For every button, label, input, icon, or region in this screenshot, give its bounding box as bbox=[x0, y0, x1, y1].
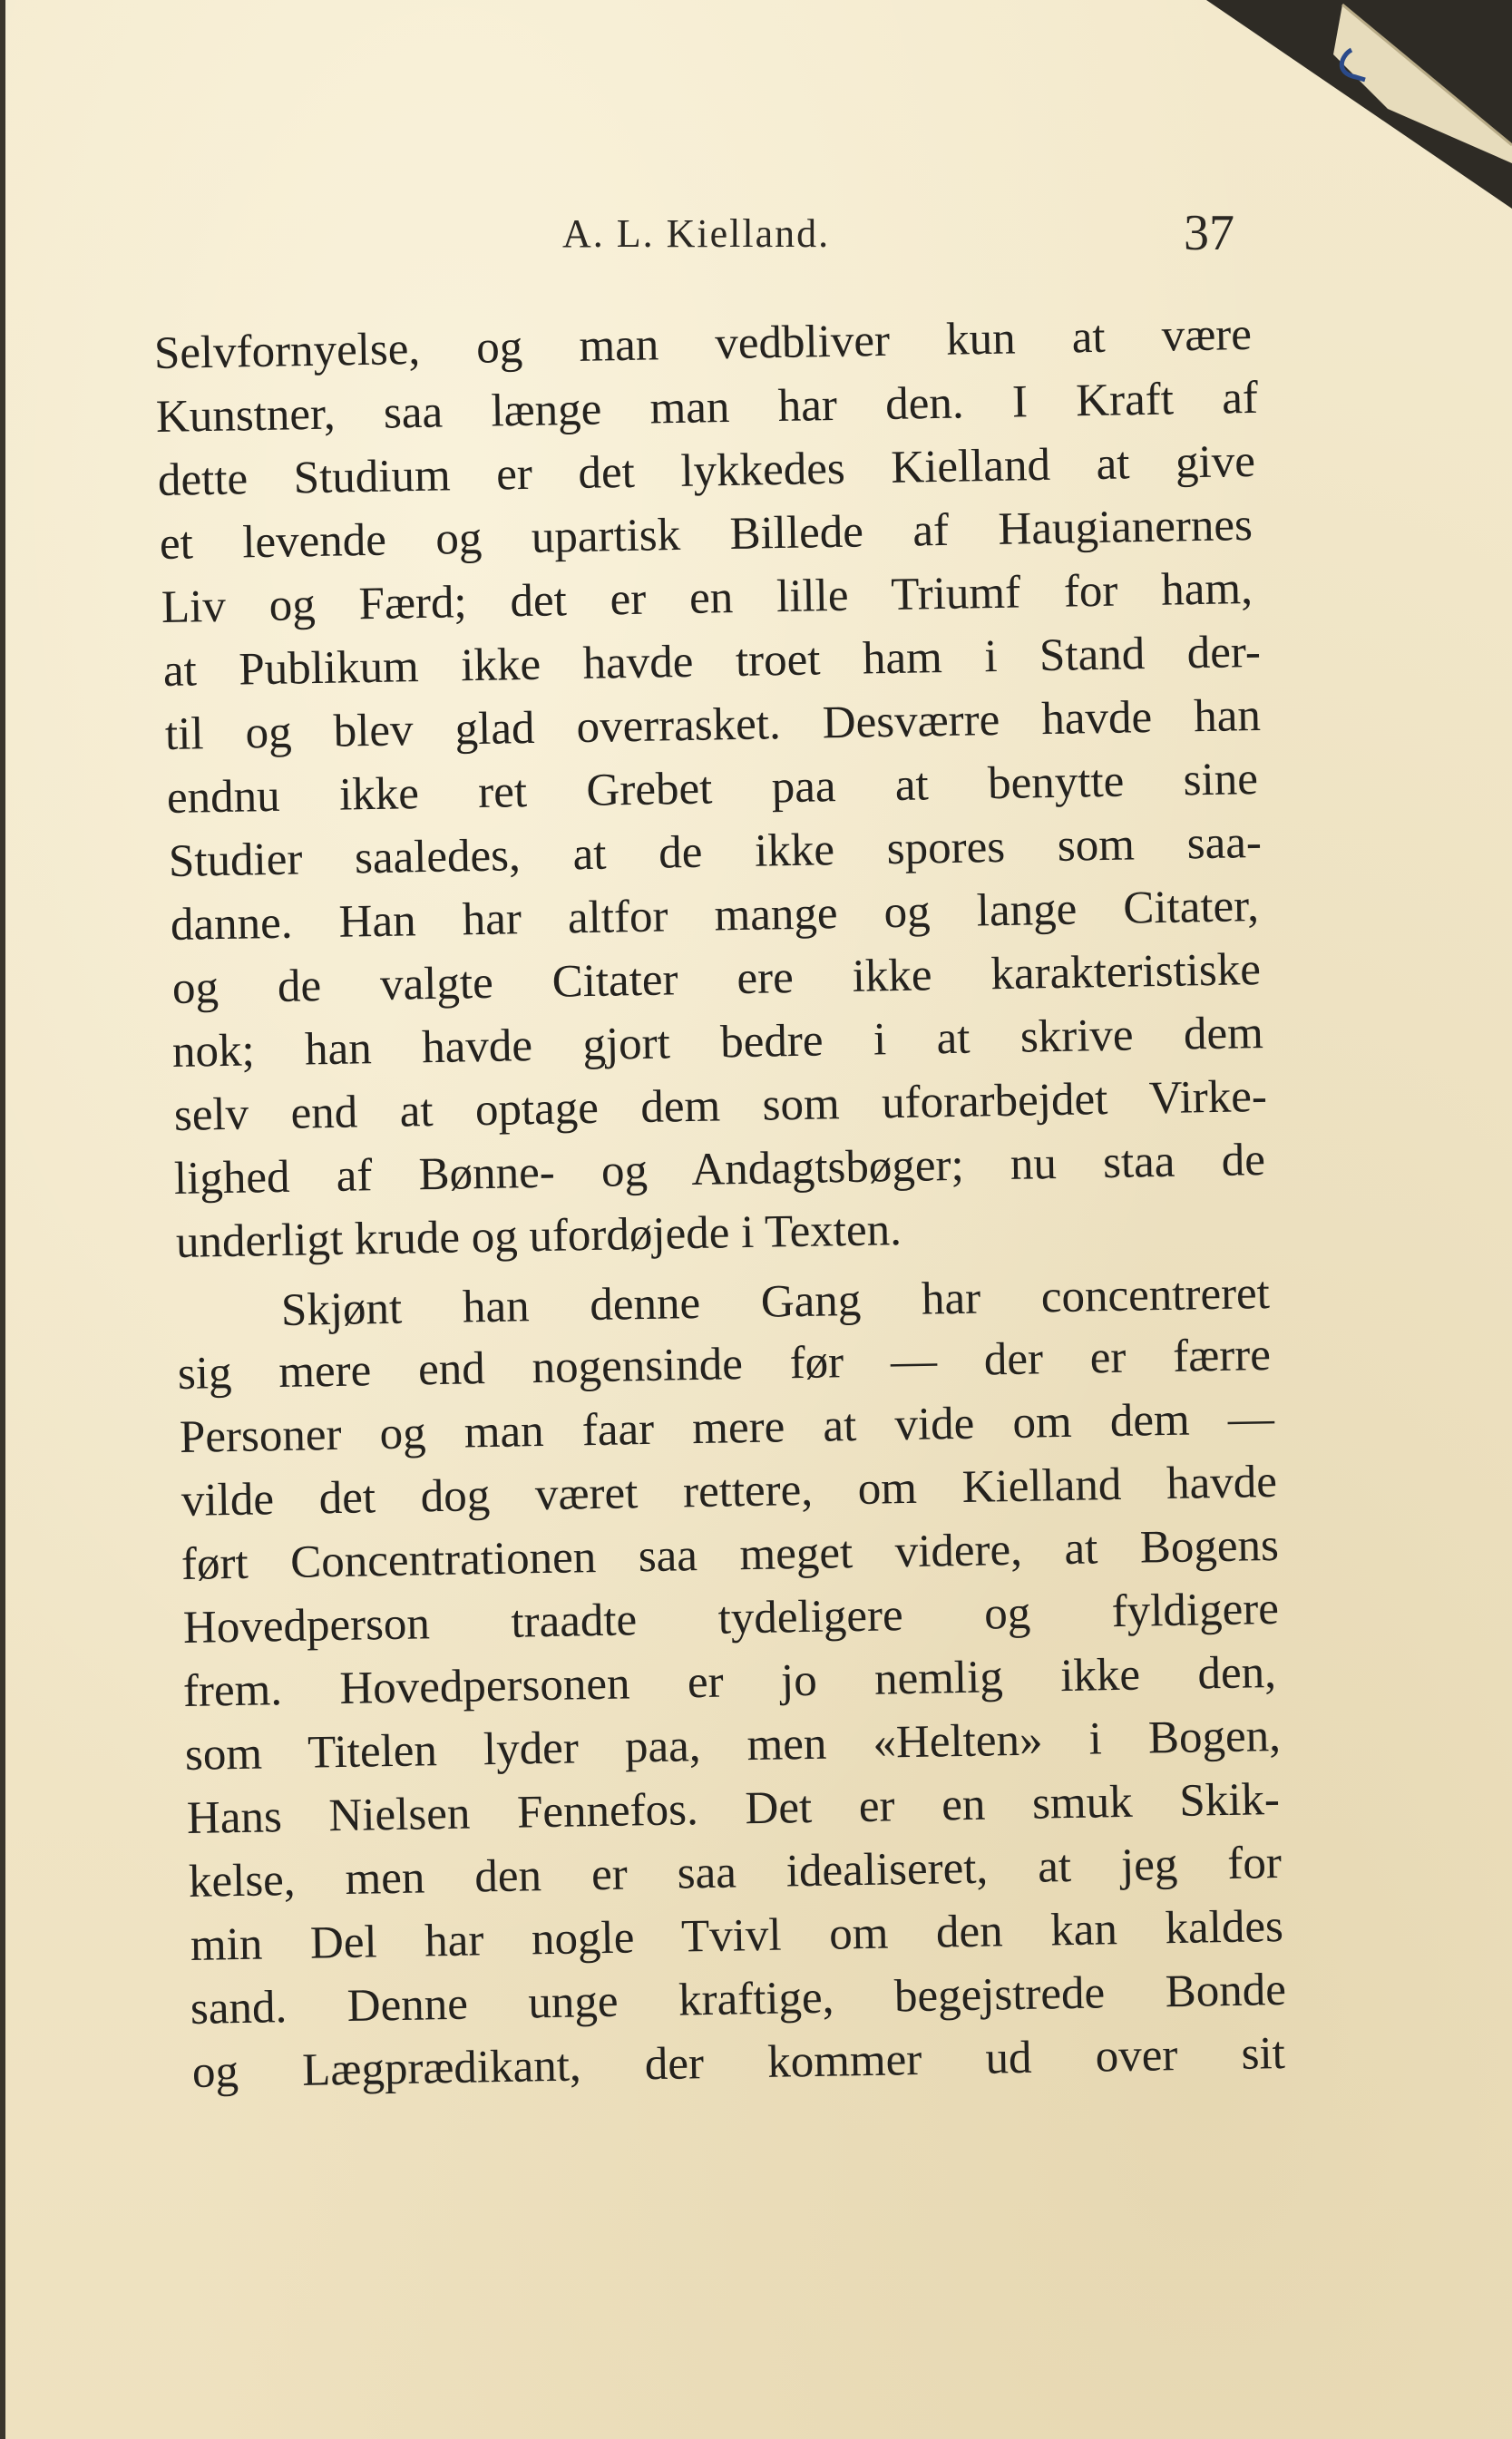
text-line: min Del har nogle Tvivl om den kan kaldes bbox=[190, 1900, 1284, 1971]
text-line: at Publikum ikke havde troet ham i Stand der- bbox=[162, 626, 1262, 697]
text-line: dette Studium er det lykkedes Kielland at give bbox=[157, 435, 1256, 506]
text-line: Hovedperson traadte tydeligere og fyldigere bbox=[182, 1583, 1280, 1654]
text-line: Selvfornyelse, og man vedbliver kun at være bbox=[153, 308, 1253, 379]
text-line: frem. Hovedpersonen er jo nemlig ikke den, bbox=[182, 1646, 1277, 1717]
text-line: danne. Han har altfor mange og lange Citater, bbox=[170, 881, 1260, 951]
text-line: endnu ikke ret Grebet paa at benytte sine bbox=[166, 754, 1259, 824]
text-line: og de valgte Citater ere ikke karakteristiske bbox=[171, 944, 1262, 1014]
text-line: vilde det dog været rettere, om Kielland havde bbox=[180, 1456, 1278, 1527]
text-line: Liv og Færd; det er en lille Triumf for ham, bbox=[161, 563, 1253, 633]
text-line: Skjønt han denne Gang har concentreret bbox=[280, 1267, 1271, 1336]
text-line: lighed af Bønne- og Andagtsbøger; nu staa de bbox=[173, 1135, 1266, 1205]
text-line: og Lægprædikant, der kommer ud over sit bbox=[191, 2027, 1286, 2098]
text-line: som Titelen lyder paa, men «Helten» i Bogen, bbox=[184, 1710, 1282, 1780]
text-line: til og blev glad overrasket. Desværre havde han bbox=[164, 689, 1262, 760]
text-line: underligt krude og ufordøjede i Texten. bbox=[175, 1205, 902, 1268]
text-line: et levende og upartisk Billede af Haugianernes bbox=[159, 499, 1253, 570]
text-line: sig mere end nogensinde før — der er færre bbox=[177, 1329, 1272, 1400]
text-line: selv end at optage dem som uforarbejdet Virke- bbox=[173, 1070, 1268, 1141]
text-line: Kunstner, saa længe man har den. I Kraft af bbox=[155, 372, 1259, 443]
running-head: A. L. Kielland. bbox=[562, 211, 831, 256]
text-line: nok; han havde gjort bedre i at skrive dem bbox=[171, 1008, 1264, 1078]
page-number: 37 bbox=[1184, 205, 1234, 261]
text-line: Personer og man faar mere at vide om dem — bbox=[179, 1392, 1275, 1463]
text-line: kelse, men den er saa idealiseret, at jeg for bbox=[188, 1837, 1283, 1907]
text-line: Studier saaledes, at de ikke spores som saa- bbox=[168, 816, 1263, 887]
text-line: Hans Nielsen Fennefos. Det er en smuk Skik- bbox=[186, 1773, 1281, 1844]
text-line: ført Concentrationen saa meget videre, at Bogens bbox=[180, 1519, 1280, 1590]
text-line: sand. Denne unge kraftige, begejstrede Bonde bbox=[190, 1964, 1287, 2034]
